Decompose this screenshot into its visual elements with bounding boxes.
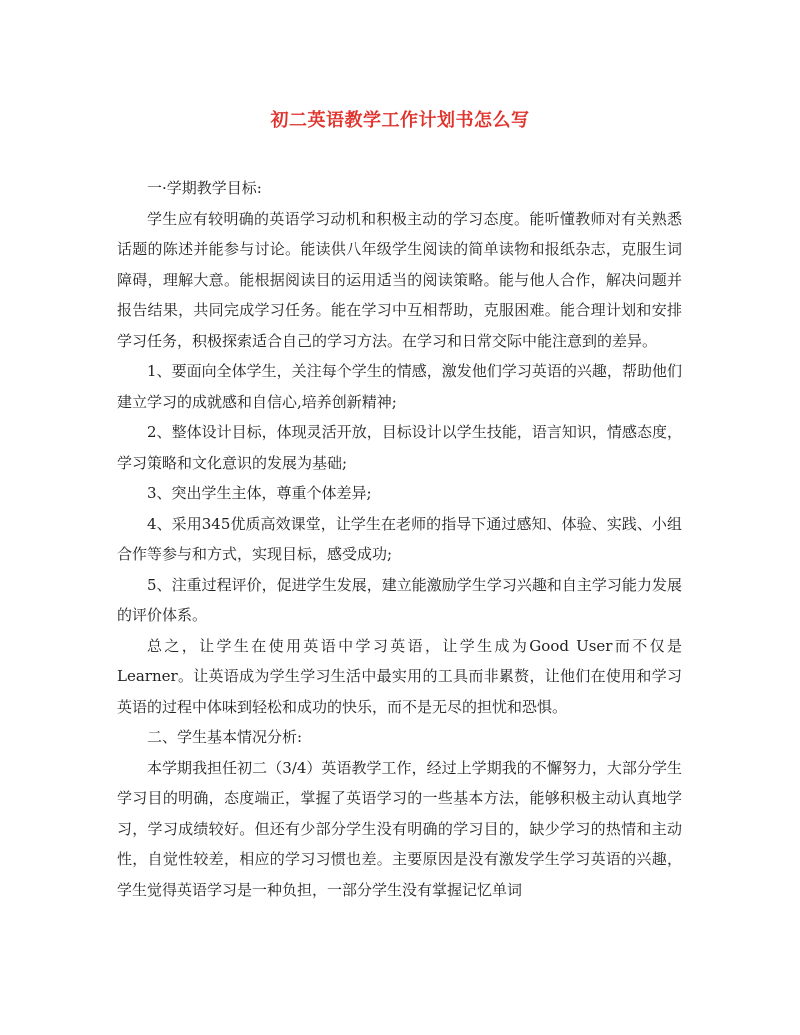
paragraph-item-3: 3、突出学生主体，尊重个体差异;: [147, 484, 372, 502]
paragraph-item-5: 5、注重过程评价，促进学生发展，建立能激励学生学习兴趣和自主学习能力发展的评价体系。: [117, 575, 682, 624]
paragraph-summary: 总之，让学生在使用英语中学习英语，让学生成为Good User而不仅是Learner。让英语成为学生学习生活中最实用的工具而非累赘，让他们在使用和学习英语的过程中体味到轻松和成功的快乐，而不是无尽的担忧和恐惧。: [117, 636, 682, 716]
paragraph-goals-detail: 学生应有较明确的英语学习动机和积极主动的学习态度。能听懂教师对有关熟悉话题的陈述并能参与讨论。能读供八年级学生阅读的简单读物和报纸杂志，克服生词障碍，理解大意。能根据阅读目的运用适当的阅读策略。能与他人合作，解决问题并报告结果，共同完成学习任务。能在学习中互相帮助，克服困难。能合理计划和安排学习任务，积极探索适合自己的学习方法。在学习和日常交际中能注意到的差异。: [117, 209, 682, 350]
paragraph-students-detail: 本学期我担任初二（3/4）英语教学工作，经过上学期我的不懈努力，大部分学生学习目的明确，态度端正，掌握了英语学习的一些基本方法，能够积极主动认真地学习，学习成绩较好。但还有少部分学生没有明确的学习目的，缺少学习的热情和主动性，自觉性较差，相应的学习习惯也差。主要原因是没有激发学生学习英语的兴趣，学生觉得英语学习是一种负担，一部分学生没有掌握记忆单词: [117, 758, 682, 899]
paragraph-item-4: 4、采用345优质高效课堂，让学生在老师的指导下通过感知、体验、实践、小组合作等参与和方式，实现目标，感受成功;: [117, 514, 682, 563]
paragraph-item-1: 1、要面向全体学生，关注每个学生的情感，激发他们学习英语的兴趣，帮助他们建立学习的成就感和自信心,培养创新精神;: [117, 362, 682, 411]
document-title: 初二英语教学工作计划书怎么写: [270, 110, 530, 131]
document-body: [117, 173, 682, 905]
paragraph-students-heading: 二、学生基本情况分析:: [147, 728, 303, 746]
paragraph-item-2: 2、整体设计目标，体现灵活开放，目标设计以学生技能，语言知识，情感态度，学习策略和文化意识的发展为基础;: [117, 423, 682, 472]
paragraph-goals-heading: 一·学期教学目标:: [147, 179, 262, 197]
